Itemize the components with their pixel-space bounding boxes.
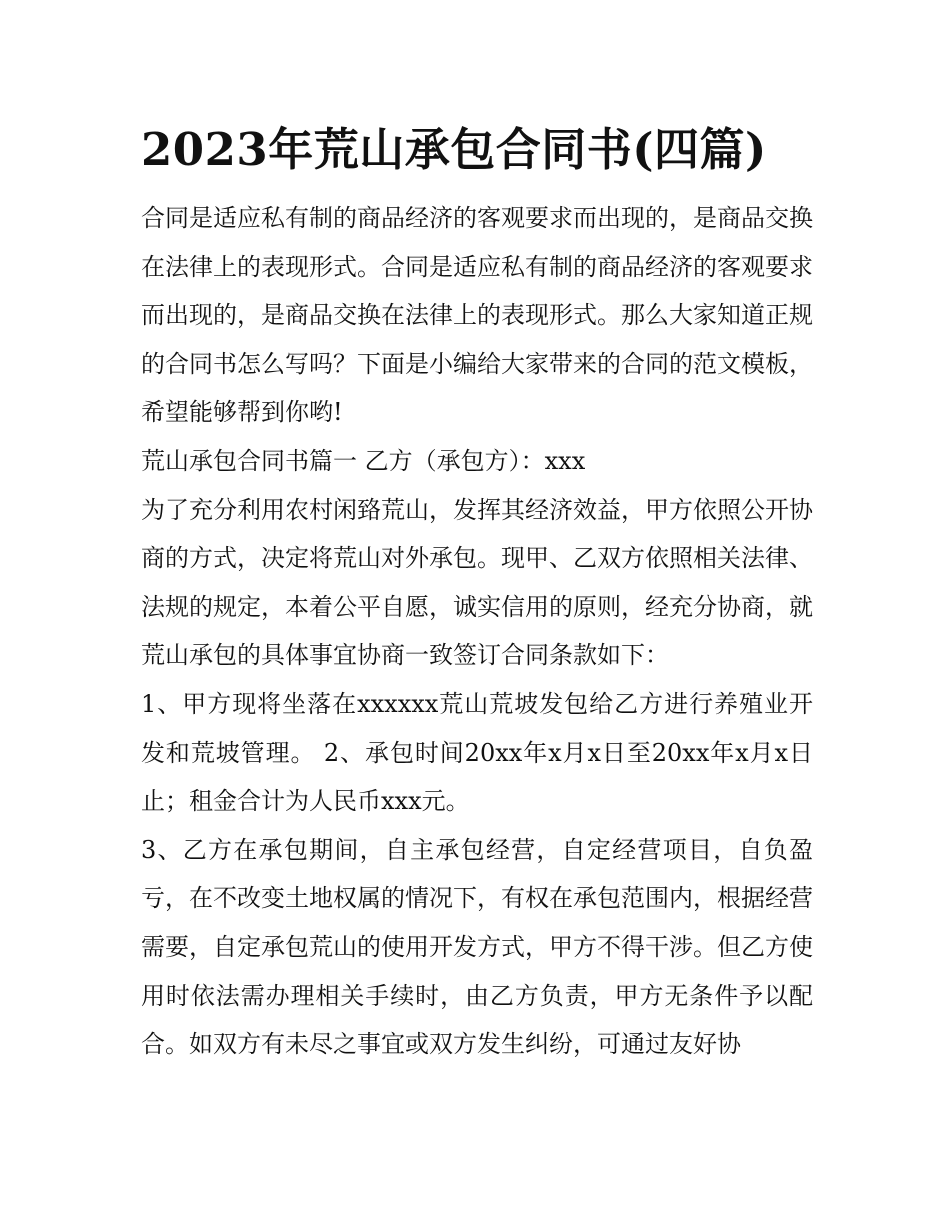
intro-paragraph: 合同是适应私有制的商品经济的客观要求而出现的，是商品交换在法律上的表现形式。合同是适应私有制的商品经济的客观要求而出现的，是商品交换在法律上的表现形式。那么大家知道正规的合同书怎么写吗？下面是小编给大家带来的合同的范文模板，希望能够帮到你哟! <box>141 204 813 427</box>
document-body <box>141 120 813 1069</box>
clause-1-2-paragraph: 1、甲方现将坐落在xxxxxx荒山荒坡发包给乙方进行养殖业开发和荒坡管理。 2、承包时间20xx年x月x日至20xx年x月x日止；租金合计为人民币xxx元。 <box>141 689 813 816</box>
section-heading-paragraph: 荒山承包合同书篇一 乙方（承包方）：xxx <box>141 446 586 475</box>
document-title: 2023年荒山承包合同书(四篇) <box>141 123 767 176</box>
clause-3-paragraph: 3、乙方在承包期间，自主承包经营，自定经营项目，自负盈亏，在不改变土地权属的情况下，有权在承包范围内，根据经营需要，自定承包荒山的使用开发方式，甲方不得干涉。但乙方使用时依法需办理相关手续时，由乙方负责，甲方无条件予以配合。如双方有未尽之事宜或双方发生纠纷，可通过友好协 <box>141 835 813 1059</box>
preamble-paragraph: 为了充分利用农村闲臵荒山，发挥其经济效益，甲方依照公开协商的方式，决定将荒山对外承包。现甲、乙双方依照相关法律、法规的规定，本着公平自愿，诚实信用的原则，经充分协商，就荒山承包的具体事宜协商一致签订合同条款如下： <box>141 495 813 670</box>
